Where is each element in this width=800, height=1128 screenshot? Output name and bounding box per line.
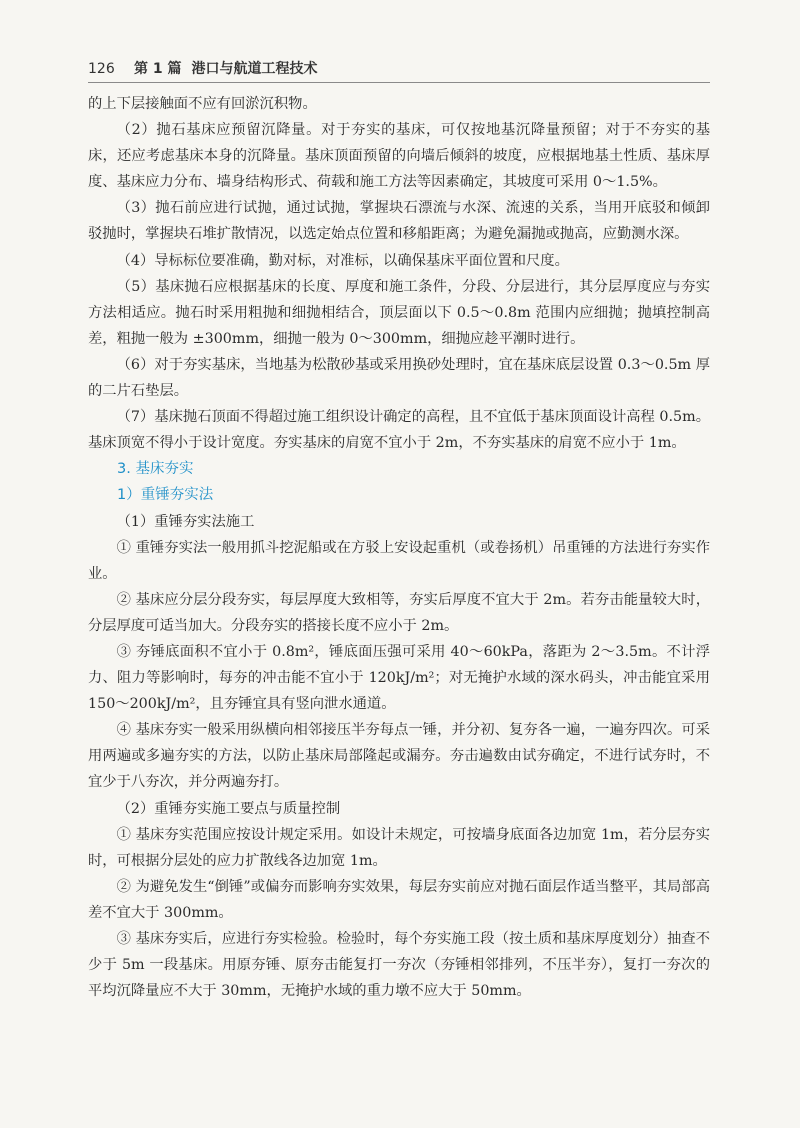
paragraph-continued: 的上下层接触面不应有回淤沉积物。 — [88, 96, 317, 112]
body-text — [88, 91, 710, 1004]
subsection-heading: 1）重锤夯实法 — [117, 487, 214, 504]
running-header — [88, 58, 710, 83]
paragraph-point-3: ③ 夯锤底面积不宜小于 0.8m²，锤底面压强可采用 40～60kPa，落距为 2～3.5m。不计浮力、阻力等影响时，每夯的冲击能不宜小于 120kJ/m²；对无掩护水域的深水码头，冲击能宜采用 150～200kJ/m²，且夯锤宜具有竖向泄水通道。 — [88, 643, 710, 713]
book-page — [88, 58, 710, 1004]
subheading-quality-control: （2）重锤夯实施工要点与质量控制 — [116, 800, 341, 817]
paragraph-item-5: （5）基床抛石应根据基床的长度、厚度和施工条件，分段、分层进行，其分层厚度应与夯实方法相适应。抛石时采用粗抛和细抛相结合，顶层面以下 0.5～0.8m 范围内应细抛；抛填控制高差，粗抛一般为 ±300mm，细抛一般为 0～300mm，细抛应趁平潮时进行。 — [88, 278, 710, 347]
paragraph-item-6: （6）对于夯实基床，当地基为松散砂基或采用换砂处理时，宜在基床底层设置 0.3～0.5m 厚的二片石垫层。 — [88, 356, 710, 400]
paragraph-point-2: ② 基床应分层分段夯实，每层厚度大致相等，夯实后厚度不宜大于 2m。若夯击能量较大时，分层厚度可适当加大。分段夯实的搭接长度不应小于 2m。 — [88, 591, 710, 634]
paragraph-qc-2: ② 为避免发生“倒锤”或偏夯而影响夯实效果，每层夯实前应对抛石面层作适当整平，其局部高差不宜大于 300mm。 — [88, 878, 710, 921]
paragraph-item-2: （2）抛石基床应预留沉降量。对于夯实的基床，可仅按地基沉降量预留；对于不夯实的基床，还应考虑基床本身的沉降量。基床顶面预留的向墙后倾斜的坡度，应根据地基土性质、基床厚度、基床应力分布、墙身结构形式、荷载和施工方法等因素确定，其坡度可采用 0～1.5%。 — [88, 122, 710, 191]
paragraph-item-4: （4）导标标位要准确，勤对标，对准标，以确保基床平面位置和尺度。 — [116, 252, 569, 269]
paragraph-item-7: （7）基床抛石顶面不得超过施工组织设计确定的高程，且不宜低于基床顶面设计高程 0.5m。基床顶宽不得小于设计宽度。夯实基床的肩宽不宜小于 2m，不夯实基床的肩宽不应小于 1m。 — [88, 409, 710, 452]
paragraph-point-4: ④ 基床夯实一般采用纵横向相邻接压半夯每点一锤，并分初、复夯各一遍，一遍夯四次。可采用两遍或多遍夯实的方法，以防止基床局部隆起或漏夯。夯击遍数由试夯确定，不进行试夯时，不宜少于八夯次，并分两遍夯打。 — [88, 722, 710, 791]
part-label: 第 1 篇 — [134, 61, 182, 77]
paragraph-qc-1: ① 基床夯实范围应按设计规定采用。如设计未规定，可按墙身底面各边加宽 1m，若分层夯实时，可根据分层处的应力扩散线各边加宽 1m。 — [88, 826, 710, 869]
paragraph-point-1: ① 重锤夯实法一般用抓斗挖泥船或在方驳上安设起重机（或卷扬机）吊重锤的方法进行夯实作业。 — [88, 539, 710, 582]
subheading-construction: （1）重锤夯实法施工 — [116, 513, 255, 530]
paragraph-qc-3: ③ 基床夯实后，应进行夯实检验。检验时，每个夯实施工段（按土质和基床厚度划分）抽查不少于 5m 一段基床。用原夯锤、原夯击能复打一夯次（夯锤相邻排列，不压半夯），复打一夯次的平均沉降量应不大于 30mm，无掩护水域的重力墩不应大于 50mm。 — [88, 931, 710, 1000]
section-heading: 3. 基床夯实 — [117, 461, 194, 478]
paragraph-item-3: （3）抛石前应进行试抛，通过试抛，掌握块石漂流与水深、流速的关系，当用开底驳和倾卸驳抛时，掌握块石堆扩散情况，以选定始点位置和移船距离；为避免漏抛或抛高，应勤测水深。 — [88, 200, 710, 243]
page-number: 126 — [88, 61, 115, 77]
book-section-title: 港口与航道工程技术 — [191, 61, 318, 77]
